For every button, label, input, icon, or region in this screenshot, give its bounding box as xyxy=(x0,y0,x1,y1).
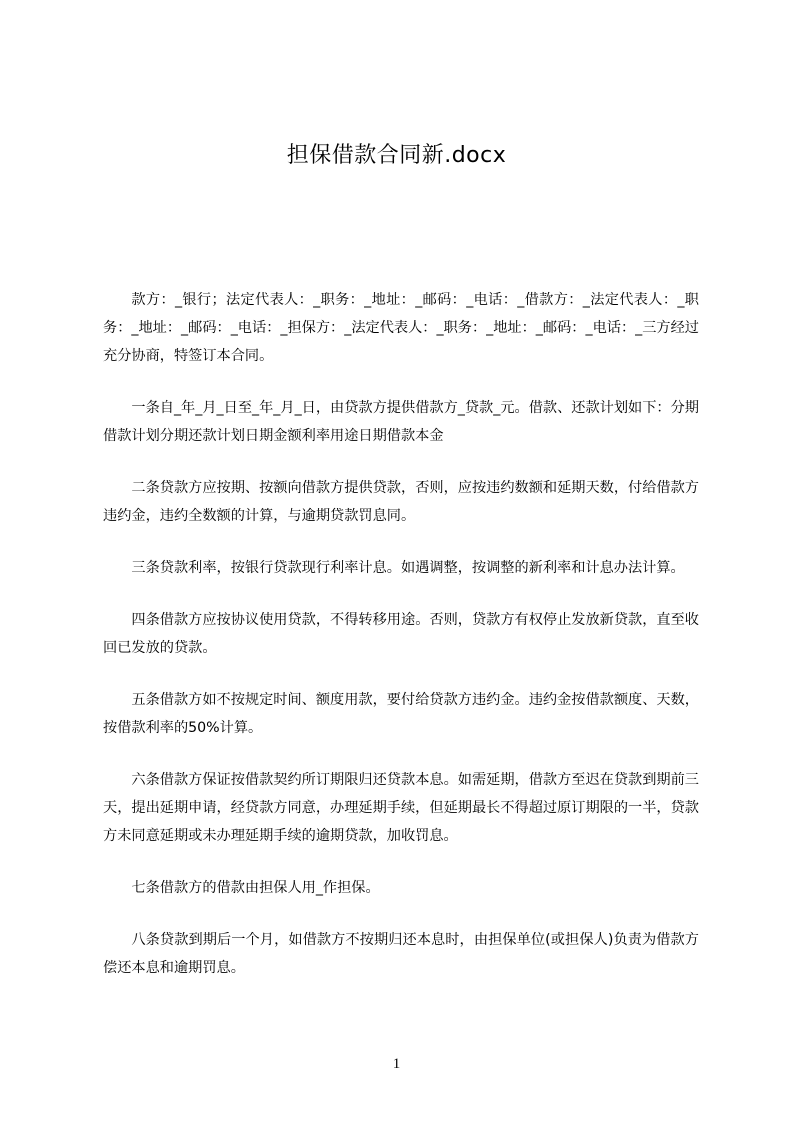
document-body xyxy=(103,286,699,1006)
paragraph-article-2: 二条贷款方应按期、按额向借款方提供贷款，否则，应按违约数额和延期天数，付给借款方违约金，违约全数额的计算，与逾期贷款罚息同。 xyxy=(103,480,699,524)
paragraph-article-6: 六条借款方保证按借款契约所订期限归还贷款本息。如需延期，借款方至迟在贷款到期前三天，提出延期申请，经贷款方同意，办理延期手续，但延期最长不得超过原订期限的一半，贷款方未同意延期或未办理延期手续的逾期贷款，加收罚息。 xyxy=(103,772,699,844)
paragraph-article-7: 七条借款方的借款由担保人用_作担保。 xyxy=(131,880,380,896)
document-title: 担保借款合同新.docx xyxy=(286,143,507,168)
paragraph-article-1: 一条自_年_月_日至_年_月_日，由贷款方提供借款方_贷款_元。借款、还款计划如下：分期借款计划分期还款计划日期金额利率用途日期借款本金 xyxy=(103,400,699,444)
paragraph-article-3: 三条贷款利率，按银行贷款现行利率计息。如遇调整，按调整的新利率和计息办法计算。 xyxy=(131,560,685,576)
paragraph-article-8: 八条贷款到期后一个月，如借款方不按期归还本息时，由担保单位(或担保人)负责为借款方偿还本息和逾期罚息。 xyxy=(103,932,699,976)
page-number: 1 xyxy=(392,1056,401,1072)
paragraph-article-4: 四条借款方应按协议使用贷款，不得转移用途。否则，贷款方有权停止发放新贷款，直至收回已发放的贷款。 xyxy=(103,612,699,656)
paragraph-parties: 款方：_银行；法定代表人：_职务：_地址：_邮码：_电话：_借款方：_法定代表人：_职务：_地址：_邮码：_电话：_担保方：_法定代表人：_职务：_地址：_邮码：_电话：_三方经过充分协商，特签订本合同。 xyxy=(103,292,699,364)
paragraph-article-5: 五条借款方如不按规定时间、额度用款，要付给贷款方违约金。违约金按借款额度、天数，按借款利率的50%计算。 xyxy=(103,692,699,736)
